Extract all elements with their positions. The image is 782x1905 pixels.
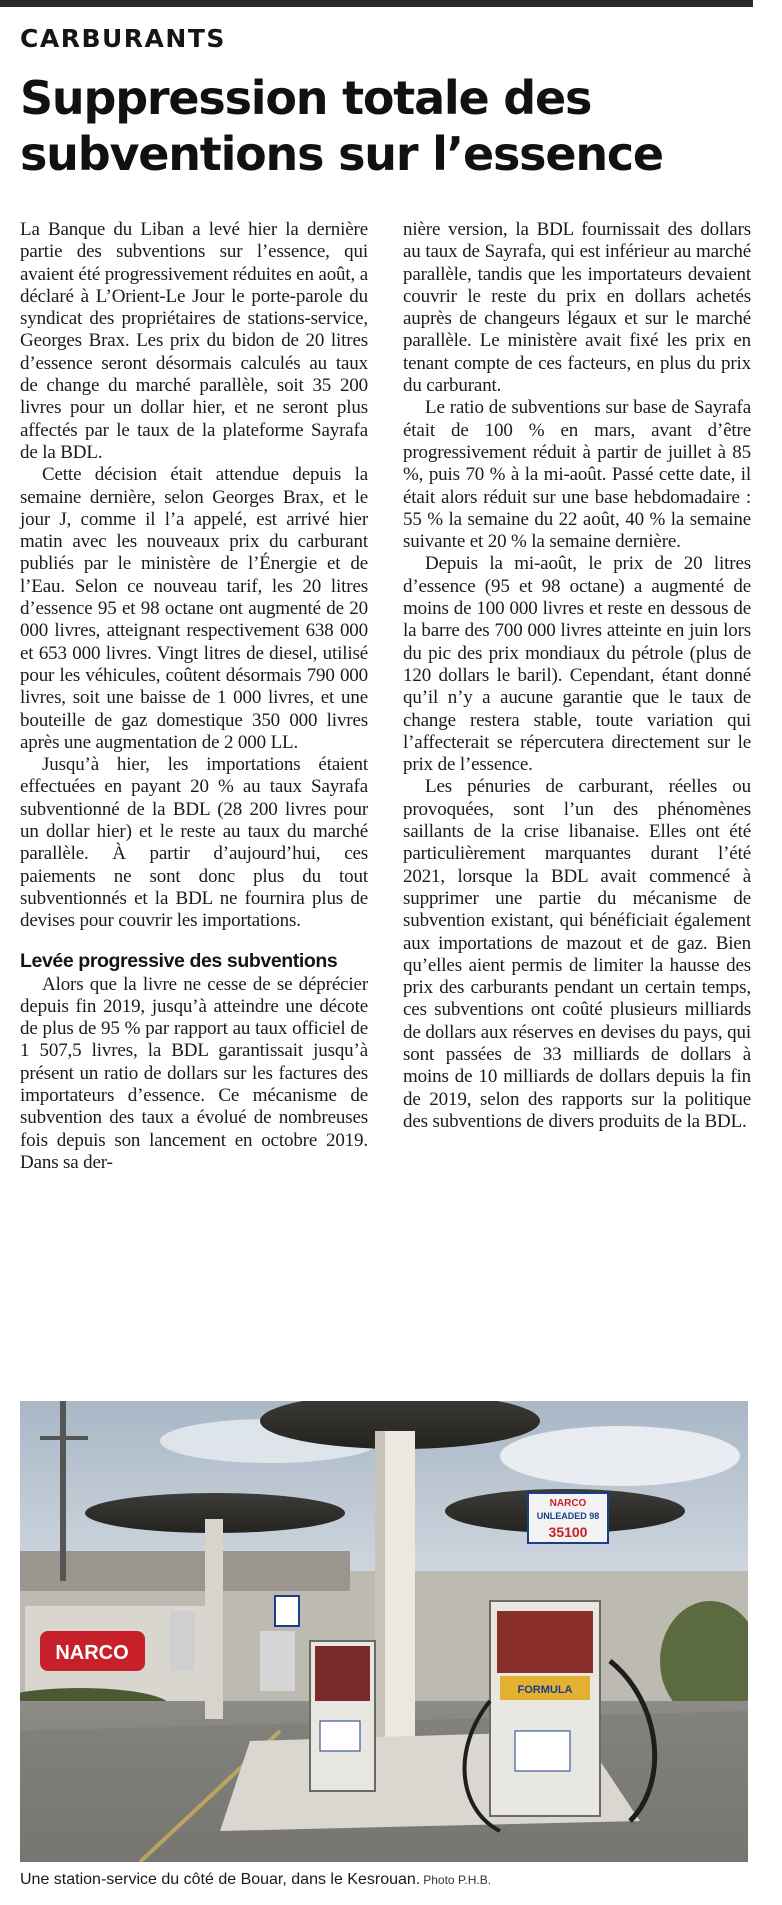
section-rubric: CARBURANTS bbox=[20, 24, 226, 53]
subheading: Levée progressive des subventions bbox=[20, 949, 338, 972]
paragraph-5: Le ratio de subventions sur base de Sayrafa était de 100 % en mars, avant d’être progressivement réduit à partir de juillet à 85 %, puis 70 % à la mi-août. Passé cette date, il était alors réduit sur une base hebdomadaire : 55 % la semaine du 22 août, 40 % la semaine suivante et 20 % la semaine dernière. bbox=[403, 397, 751, 553]
paragraph-6: Depuis la mi-août, le prix de 20 litres d’essence (95 et 98 octane) a augmenté de moins de 100 000 livres et reste en dessous de la barre des 700 000 livres atteinte en juin lors du pic des prix mondiaux du pétrole (plus de 120 dollars le baril). Cependant, étant donné qu’il n’y a aucune garantie que le taux de change restera stable, toute variation qui l’affecterait se répercutera directement sur le prix de l’essence. bbox=[403, 553, 751, 776]
paragraph-1: La Banque du Liban a levé hier la dernière partie des subventions sur l’essence, qui avaient été progressivement réduites en août, a déclaré à L’Orient-Le Jour le porte-parole du syndicat des propriétaires de stations-service, Georges Brax. Les prix du bidon de 20 litres d’essence seront désormais calculés au taux de change du marché parallèle, soit 35 200 livres pour un dollar hier, et ne seront plus affectés par le taux de la plateforme Sayrafa de la BDL. bbox=[20, 219, 369, 463]
paragraph-4: Alors que la livre ne cesse de se déprécier depuis fin 2019, jusqu’à atteindre une décote de plus de 95 % par rapport au taux officiel de 1 507,5 livres, la BDL garantissait jusqu’à présent un ratio de dollars sur les factures des importateurs d’essence. Ce mécanisme de subvention des taux a évolué de nombreuses fois depuis son lancement en octobre 2019. Dans sa der- bbox=[20, 973, 368, 1173]
headline: Suppression totale des subventions sur l’essence bbox=[20, 71, 663, 181]
price-sign-brand: NARCO bbox=[549, 1498, 587, 1509]
pump-formula-label: FORMULA bbox=[517, 1684, 573, 1696]
paragraph-3: Jusqu’à hier, les importations étaient effectuées en payant 20 % au taux Sayrafa subventionné de la BDL (28 200 livres pour un dollar hier) et le reste au taux du marché parallèle. À partir d’aujourd’hui, ces paiements ne sont donc plus du tout subventionnés et la BDL ne fournira plus de devises pour couvrir les importations. bbox=[20, 754, 368, 932]
photo-credit: Photo P.H.B. bbox=[423, 1873, 492, 1887]
photo-caption bbox=[20, 1871, 760, 1889]
top-rule bbox=[0, 0, 753, 7]
paragraph-2: Cette décision était attendue depuis la semaine dernière, selon Georges Brax, et le jour J, comme il l’a appelé, est arrivé hier matin avec les nouveaux prix du carburant publiés par le ministère de l’Énergie et de l’Eau. Selon ce nouveau tarif, les 20 litres d’essence 95 et 98 octane ont augmenté de 20 000 livres, atteignant respectivement 638 000 et 653 000 livres. Vingt litres de diesel, utilisé pour les véhicules, coûtent désormais 790 000 livres, soit une baisse de 1 000 livres, et une bouteille de gaz domestique 350 000 livres après une augmentation de 2 000 LL. bbox=[20, 464, 368, 753]
caption-text: Une station-service du côté de Bouar, dans le Kesrouan. bbox=[20, 1871, 421, 1888]
column-left bbox=[20, 219, 368, 1174]
gas-station-photo bbox=[20, 1401, 748, 1862]
narco-wall-sign-text: NARCO bbox=[55, 1642, 129, 1664]
paragraph-7: Les pénuries de carburant, réelles ou provoquées, sont l’un des phénomènes saillants de la crise libanaise. Elles ont été particulièrement marquantes durant l’été 2021, lorsque la BDL avait commencé à supprimer une partie du mécanisme de subvention existant, qui bénéficiait également aux importations de mazout et de gaz. Bien qu’elles aient permis de limiter la hausse des prix des carburants pendant un certain temps, ces subventions ont coûté plusieurs milliards de dollars aux réserves en devises du pays, qui sont passées de 33 milliards de dollars à moins de 10 milliards de dollars depuis la fin de 2019, selon des rapports sur la politique des subventions de divers produits de la BDL. bbox=[403, 776, 751, 1132]
paragraph-4-continued: nière version, la BDL fournissait des dollars au taux de Sayrafa, qui est inférieur au marché parallèle, tandis que les importateurs devaient couvrir le reste du prix en dollars achetés auprès de changeurs légaux et sur le marché parallèle. Le ministère avait fixé les prix en tenant compte de ces facteurs, en plus du prix du carburant. bbox=[403, 219, 751, 397]
column-right bbox=[403, 219, 751, 1133]
price-sign-grade: UNLEADED 98 bbox=[536, 1511, 600, 1521]
price-sign-value: 35100 bbox=[548, 1524, 588, 1540]
